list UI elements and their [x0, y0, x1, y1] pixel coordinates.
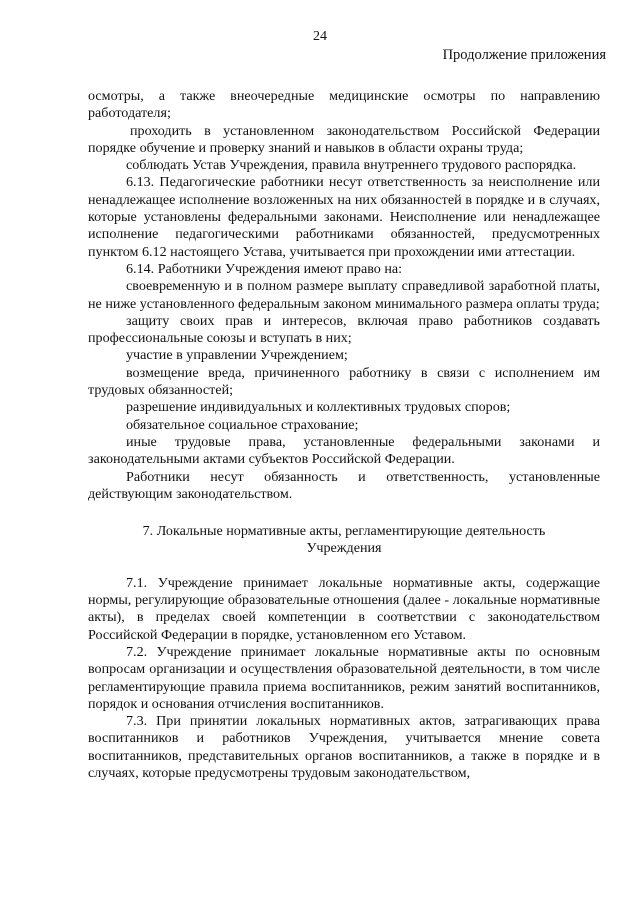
list-item: защиту своих прав и интересов, включая право работников создавать профессиональные союзы и вступать в них; — [88, 312, 600, 347]
section-heading-line: 7. Локальные нормативные акты, регламентирующие деятельность — [142, 523, 546, 540]
document-body — [88, 88, 600, 782]
list-item: возмещение вреда, причиненного работнику в связи с исполнением им трудовых обязанностей; — [88, 364, 600, 399]
paragraph: 6.13. Педагогические работники несут ответственность за неисполнение или ненадлежащее исполнение возложенных на них обязанностей в порядке и в случаях, которые установлены федеральными законами. Неисполнение или ненадлежащее исполнение педагогическими работниками обязанностей, предусмотренных пунктом 6.12 настоящего Устава, учитывается при прохождении ими аттестации. — [88, 174, 600, 260]
list-item: обязательное социальное страхование; — [126, 416, 359, 433]
section-heading — [88, 523, 600, 558]
page-number: 24 — [313, 29, 327, 44]
paragraph: осмотры, а также внеочередные медицинские осмотры по направлению работодателя; — [88, 88, 600, 122]
paragraph: 7.2. Учреждение принимает локальные нормативные акты по основным вопросам организации и осуществления образовательной деятельности, в том числе регламентирующие правила приема воспитанников, режим занятий воспитанников, порядок и основания отчисления воспитанников. — [88, 643, 600, 712]
paragraph: соблюдать Устав Учреждения, правила внутреннего трудового распорядка. — [126, 157, 577, 174]
paragraph: 7.1. Учреждение принимает локальные нормативные акты, содержащие нормы, регулирующие образовательные отношения (далее - локальные нормативные акты), в пределах своей компетенции в соответствии с законодательством Российской Федерации в порядке, установленном его Уставом. — [88, 574, 600, 643]
appendix-header: Продолжение приложения — [442, 47, 606, 63]
paragraph: Работники несут обязанность и ответственность, установленные действующим законодательством. — [88, 468, 600, 502]
paragraph: 7.3. При принятии локальных нормативных актов, затрагивающих права воспитанников и работников Учреждения, учитывается мнение совета воспитанников, представительных органов воспитанников, а также в порядке и в случаях, которые предусмотрены трудовым законодательством, — [88, 713, 600, 781]
paragraph: проходить в установленном законодательством Российской Федерации порядке обучение и проверку знаний и навыков в области охраны труда; — [88, 122, 600, 156]
list-item: участие в управлении Учреждением; — [126, 347, 348, 364]
list-item: разрешение индивидуальных и коллективных трудовых споров; — [126, 399, 511, 416]
paragraph: 6.14. Работники Учреждения имеют право на: — [126, 260, 403, 277]
list-item: своевременную и в полном размере выплату справедливой заработной платы, не ниже установленного федеральным законом минимального размера оплаты труда; — [88, 278, 600, 312]
list-item: иные трудовые права, установленные федеральными законами и законодательными актами субъектов Российской Федерации. — [88, 433, 600, 468]
section-heading-line: Учреждения — [306, 540, 382, 557]
